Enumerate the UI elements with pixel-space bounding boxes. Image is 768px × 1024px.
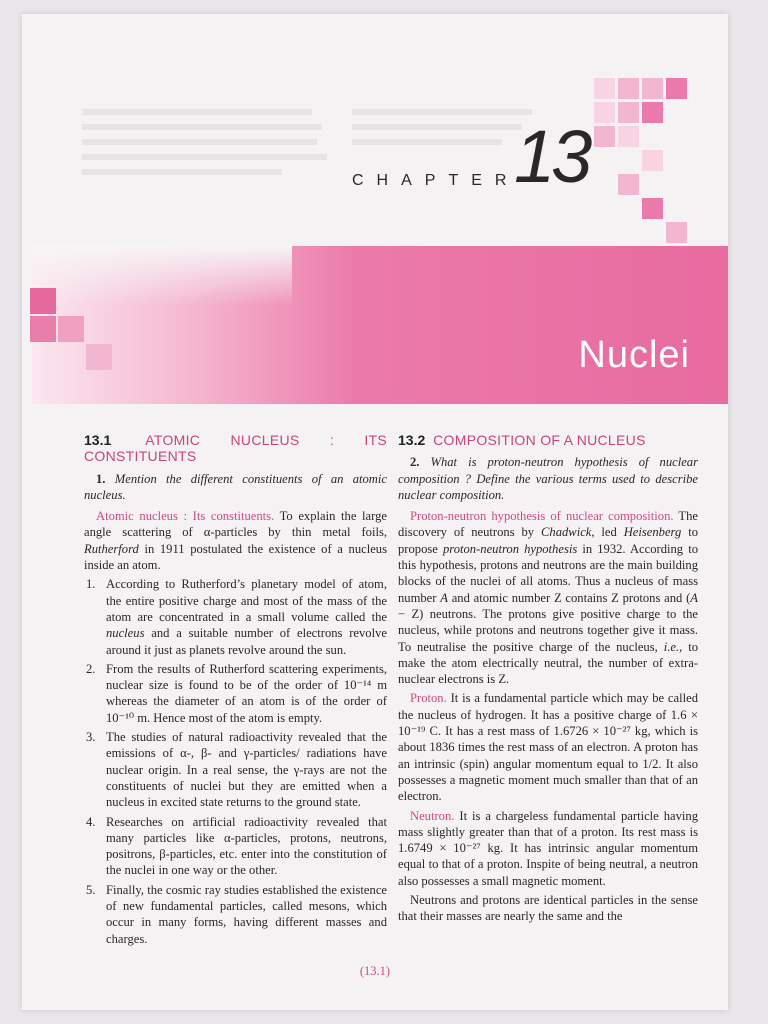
chapter-number: 13	[514, 115, 589, 198]
symbol-a: A	[690, 590, 698, 605]
hypothesis-text: in 1932. According to this hypothesis, protons and neutrons are the main building blocks of the nuclei of all atoms. Thus a nucleus of mass number	[398, 541, 698, 605]
symbol-a: A	[440, 590, 448, 605]
list-item-text: Finally, the cosmic ray studies established the existence of new fundamental particles, called mesons, which occur in many forms, having different masses and charges.	[106, 882, 387, 946]
intro-text-b: in 1911 postulated the existence of a nucleus inside an atom.	[84, 541, 387, 573]
list-item-italic: nucleus	[106, 626, 145, 641]
name-heisenberg: Heisenberg	[623, 525, 682, 540]
proton-paragraph	[398, 690, 698, 804]
list-item-text-b: and a suitable number of electrons revolve around it just as planets revolve around the sun.	[106, 626, 387, 657]
question-2	[398, 454, 698, 503]
hypothesis-paragraph	[398, 508, 698, 687]
list-item-number: 2.	[86, 661, 96, 676]
hypothesis-text: to propose	[398, 525, 698, 556]
intro-label: Atomic nucleus : Its constituents.	[96, 509, 275, 524]
constituents-list	[84, 576, 387, 947]
hypothesis-text: , led	[591, 525, 624, 540]
hypothesis-text: to make the atom electrically neutral, the number of extra-nuclear electrons is Z.	[398, 639, 698, 687]
list-item-text: According to Rutherford’s planetary model of atom, the entire positive charge and most of the mass of the atom are concentrated in a small volume called the	[106, 577, 387, 624]
band-square-4	[86, 344, 112, 370]
hypothesis-text: The discovery of neutrons by	[398, 509, 698, 540]
page-number: (13.1)	[359, 964, 391, 978]
band-square-2	[30, 316, 56, 342]
title-band-fade	[32, 246, 292, 306]
chapter-title: Nuclei	[578, 334, 690, 376]
section-title: ATOMIC NUCLEUS : ITS CONSTITUENTS	[84, 432, 388, 465]
section-number: 13.1	[84, 432, 112, 448]
list-item	[84, 576, 387, 657]
name-chadwick: Chadwick	[541, 525, 592, 540]
chapter-label: CHAPTER	[352, 172, 520, 189]
hypothesis-term: proton-neutron hypothesis	[442, 541, 578, 556]
question-number: 2.	[410, 455, 420, 470]
list-item-text: From the results of Rutherford scattering experiments, nuclear size is found to be of the order of 10⁻¹⁴ m whereas the diameter of an atom is of the order of 10⁻¹⁰ m. Hence most of the atom is empty.	[106, 661, 387, 725]
abbrev-ie: i.e.,	[663, 639, 683, 654]
intro-paragraph	[84, 508, 387, 573]
proton-text: It is a fundamental particle which may be called the nucleus of hydrogen. It has a positive charge of 1.6 × 10⁻¹⁹ C. It has a rest mass of 1.6726 × 10⁻²⁷ kg, which is about 1836 times the rest mass of an electron. A proton has an intrinsic (spin) angular momentum equal to 1/2. It also possesses a magnetic moment much smaller than that of an electron.	[398, 691, 698, 804]
right-column	[398, 432, 698, 928]
show-through-left	[82, 104, 332, 184]
section-number: 13.2	[398, 432, 426, 448]
hypothesis-text: and atomic number Z contains Z protons and (	[447, 590, 691, 605]
document-page	[22, 14, 728, 1010]
neutron-paragraph	[398, 808, 698, 889]
identical-particles-paragraph: Neutrons and protons are identical particles in the sense that their masses are nearly the same and the	[398, 893, 698, 924]
hypothesis-label: Proton-neutron hypothesis of nuclear composition.	[410, 509, 674, 524]
list-item	[84, 882, 387, 947]
section-title: COMPOSITION OF A NUCLEUS	[433, 432, 646, 448]
hypothesis-text: − Z) neutrons. The protons give positive charge to the nucleus, while protons and neutrons together give it mass. To neutralise the positive charge of the nucleus,	[398, 606, 698, 654]
question-text: Mention the different constituents of an atomic nucleus.	[84, 471, 387, 502]
proton-label: Proton.	[410, 691, 447, 706]
list-item-text: Researches on artificial radioactivity revealed that many particles like α-particles, protons, neutrons, positrons, β-particles, etc. enter into the constitution of the nuclei in one way or the other.	[106, 814, 387, 878]
list-item-number: 3.	[86, 730, 96, 745]
question-1	[84, 471, 387, 504]
section-heading-13-2	[398, 432, 698, 448]
neutron-text: It is a chargeless fundamental particle having mass slightly greater than that of a proton. Its rest mass is 1.6749 × 10⁻²⁷ kg. It has intrinsic angular momentum equal to that of a proton. Inspite of being neutral, a neutron also possesses a small magnetic moment.	[398, 808, 698, 888]
band-square-3	[58, 316, 84, 342]
list-item	[84, 661, 387, 726]
question-text: What is proton-neutron hypothesis of nuclear composition ? Define the various terms used to describe nuclear composition.	[398, 455, 698, 502]
list-item-text: The studies of natural radioactivity revealed that the emissions of α-, β- and γ-particles/ radiations have nuclear origin. In a real sense, the γ-rays are not the constituents of nuclei but they are emitted when a nucleus in excited state returns to the ground state.	[106, 730, 387, 810]
neutron-label: Neutron.	[410, 808, 455, 823]
list-item	[84, 729, 387, 810]
intro-name: Rutherford	[84, 541, 139, 556]
section-heading-13-1	[84, 432, 387, 465]
list-item-number: 4.	[86, 814, 96, 829]
intro-text-a: To explain the large angle scattering of α-particles by thin metal foils,	[84, 509, 387, 540]
band-square-1	[30, 288, 56, 314]
left-column	[84, 432, 387, 950]
list-item-number: 5.	[86, 882, 96, 897]
list-item	[84, 814, 387, 879]
list-item-number: 1.	[86, 577, 96, 592]
question-number: 1.	[96, 471, 106, 486]
